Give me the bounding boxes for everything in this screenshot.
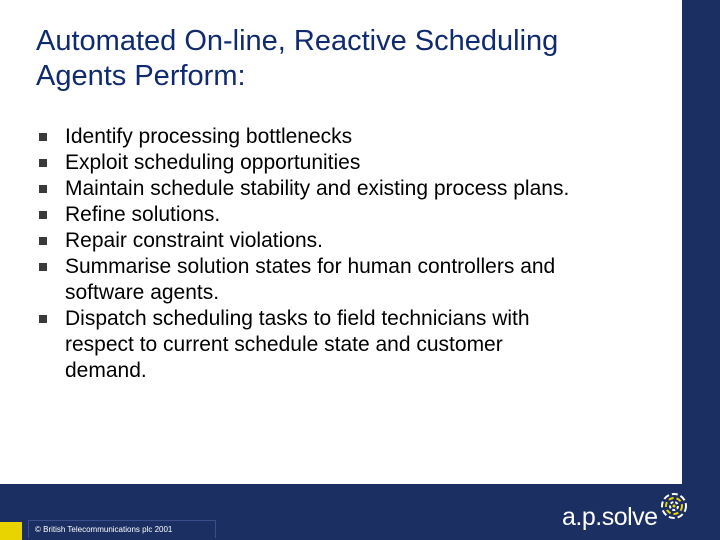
- bullet-text-line: Summarise solution states for human controllers and: [65, 255, 556, 278]
- bullet-text-line: software agents.: [65, 281, 220, 304]
- square-bullet-icon: [39, 211, 47, 219]
- swirl-logo-icon: [660, 492, 688, 520]
- logo-wordmark: a.p.solve: [562, 503, 658, 531]
- bullet-item: [36, 124, 676, 150]
- copyright-notice: © British Telecommunications plc 2001: [28, 520, 216, 538]
- bullet-text: Identify processing bottlenecks: [65, 125, 353, 148]
- slide-title: [36, 24, 666, 94]
- bullet-list: [36, 124, 676, 384]
- bullet-item: [36, 202, 676, 228]
- bullet-item: [36, 150, 676, 176]
- square-bullet-icon: [39, 315, 47, 323]
- bullet-text: Maintain schedule stability and existing process plans.: [65, 177, 570, 200]
- bullet-text-line: respect to current schedule state and customer: [65, 333, 503, 356]
- company-logo: [556, 492, 706, 536]
- bullet-text: Refine solutions.: [65, 203, 221, 226]
- square-bullet-icon: [39, 133, 47, 141]
- bullet-text: Repair constraint violations.: [65, 229, 323, 252]
- slide-title-line-1: Automated On-line, Reactive Scheduling: [36, 25, 559, 57]
- bullet-text: Exploit scheduling opportunities: [65, 151, 361, 174]
- bullet-item: [36, 176, 676, 202]
- slide-title-line-2: Agents Perform:: [36, 60, 246, 92]
- square-bullet-icon: [39, 159, 47, 167]
- bullet-item: [36, 306, 676, 384]
- accent-tab: [0, 522, 22, 540]
- bullet-item: [36, 254, 676, 306]
- bullet-item: [36, 228, 676, 254]
- square-bullet-icon: [39, 185, 47, 193]
- bullet-text-line: demand.: [65, 359, 147, 382]
- square-bullet-icon: [39, 237, 47, 245]
- bullet-text-line: Dispatch scheduling tasks to field technicians with: [65, 307, 530, 330]
- square-bullet-icon: [39, 263, 47, 271]
